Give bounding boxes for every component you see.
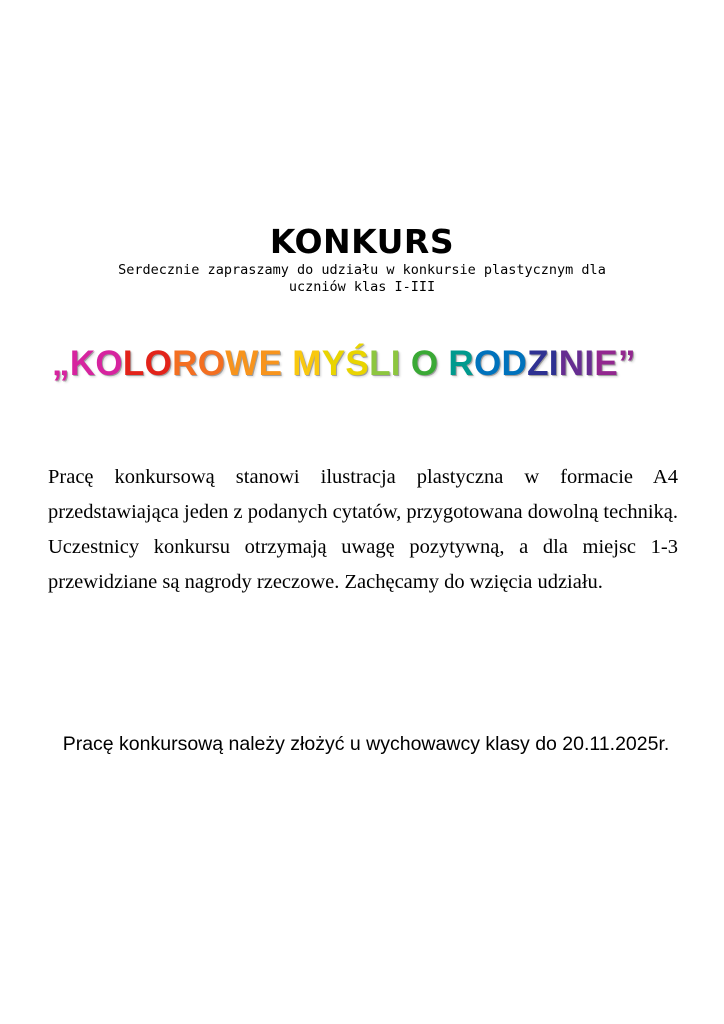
contest-name-letter: O: [473, 344, 502, 383]
contest-name-letter: Z: [527, 344, 549, 383]
contest-name-letter: Ś: [345, 344, 370, 383]
contest-name-letter: L: [369, 344, 391, 383]
contest-description: Pracę konkursową stanowi ilustracja plastyczna w formacie A4 przedstawiająca jeden z podanych cytatów, przygotowana dowolną techniką. Uczestnicy konkursu otrzymają uwagę pozytywną, a dla miejsc 1-3 przewidziane są nagrody rzeczowe. Zachęcamy do wzięcia udziału.: [48, 466, 678, 593]
contest-name-letter: E: [258, 344, 283, 383]
contest-name-letter: [438, 344, 448, 383]
contest-name-letter: I: [584, 344, 595, 383]
contest-name-letter: „: [52, 344, 70, 383]
contest-name-letter: Y: [321, 344, 346, 383]
contest-name-letter: N: [558, 344, 585, 383]
contest-name-letter: I: [390, 344, 401, 383]
contest-name-letter: O: [197, 344, 226, 383]
contest-name-letter: I: [548, 344, 559, 383]
contest-name-letter: O: [95, 344, 123, 383]
contest-name-letter: O: [144, 344, 173, 383]
submission-deadline: Pracę konkursową należy złożyć u wychowawcy klasy do 20.11.2025r.: [62, 733, 670, 755]
contest-name: [52, 342, 672, 386]
contest-name-letter: W: [225, 344, 259, 383]
contest-name-letter: R: [172, 344, 198, 383]
contest-name-letter: K: [69, 344, 96, 383]
contest-name-letter: O: [410, 344, 439, 383]
contest-name-letter: ”: [618, 344, 636, 383]
invitation-subtitle: Serdecznie zapraszamy do udziału w konkursie plastycznym dla uczniów klas I-III: [118, 262, 606, 295]
contest-name-letter: [401, 344, 411, 383]
contest-name-letter: D: [501, 344, 528, 383]
contest-name-letter: L: [122, 344, 145, 383]
contest-name-letter: R: [448, 344, 474, 383]
contest-name-letter: [282, 344, 292, 383]
document-title: KONKURS: [269, 222, 455, 261]
contest-name-letter: E: [594, 344, 619, 383]
contest-name-letter: M: [292, 344, 322, 383]
